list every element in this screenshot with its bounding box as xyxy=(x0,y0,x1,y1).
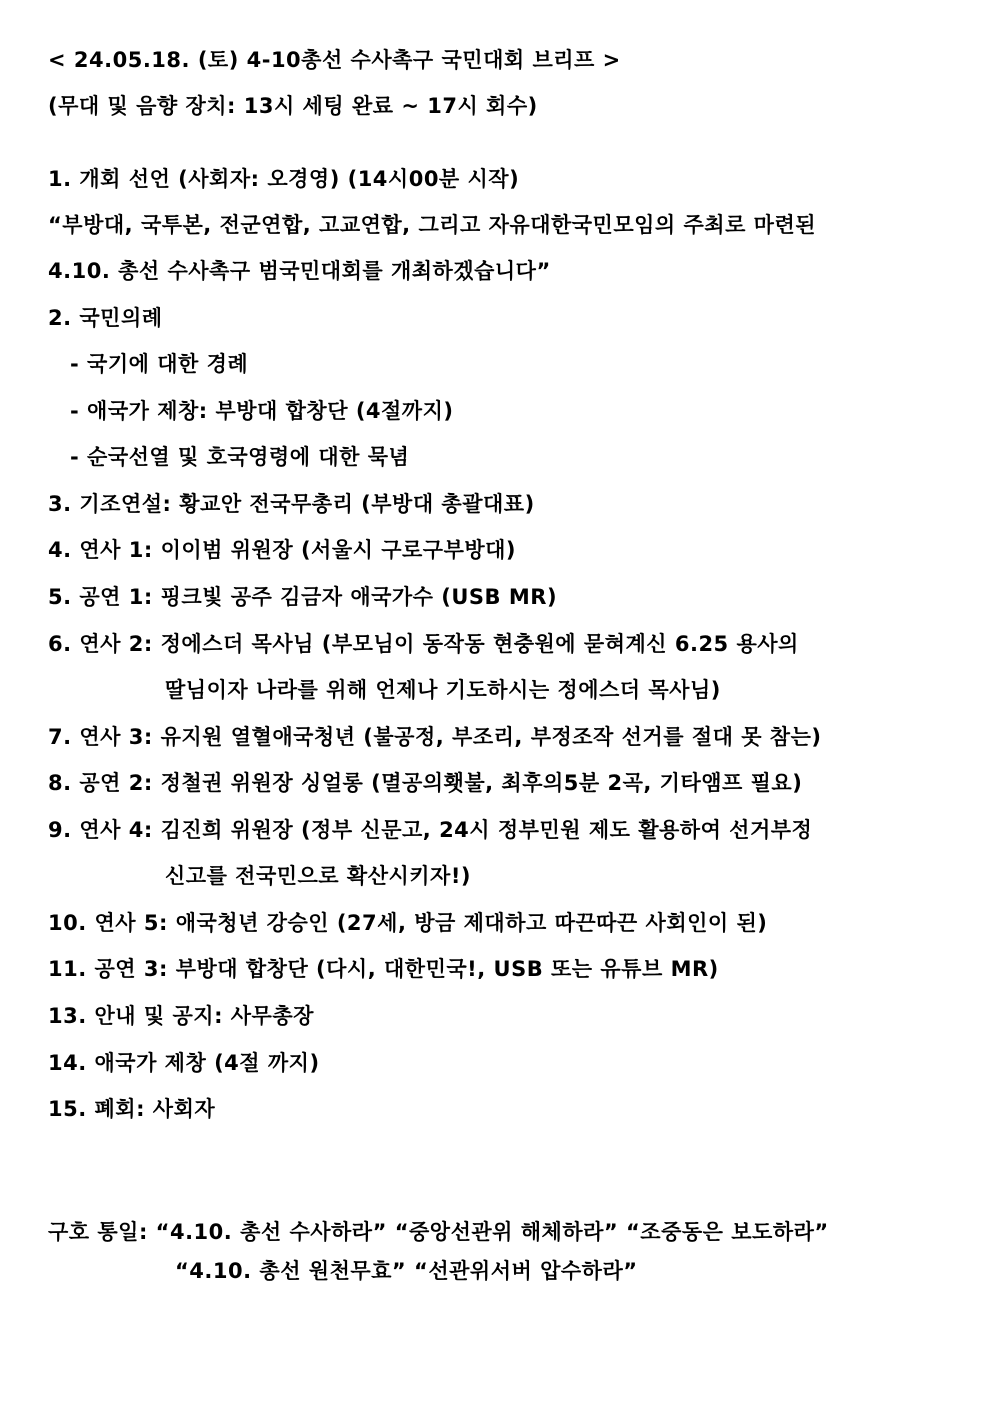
program-item: 15. 폐회: 사회자 xyxy=(48,1097,216,1121)
program-item: 2. 국민의례 xyxy=(48,306,163,330)
program-item: 4. 연사 1: 이이범 위원장 (서울시 구로구부방대) xyxy=(48,538,517,562)
program-item-continuation: 신고를 전국민으로 확산시키자!) xyxy=(165,864,472,888)
program-item: 5. 공연 1: 핑크빛 공주 김금자 애국가수 (USB MR) xyxy=(48,585,558,609)
brief-title: < 24.05.18. (토) 4-10총선 수사촉구 국민대회 브리프 > xyxy=(48,48,621,72)
program-item-continuation: 딸님이자 나라를 위해 언제나 기도하시는 정에스더 목사님) xyxy=(165,678,721,702)
program-item: 11. 공연 3: 부방대 합창단 (다시, 대한민국!, USB 또는 유튜브 MR) xyxy=(48,957,719,981)
program-subitem: - 국기에 대한 경례 xyxy=(70,352,249,376)
program-item: 3. 기조연설: 황교안 전국무총리 (부방대 총괄대표) xyxy=(48,492,535,516)
program-item: 14. 애국가 제창 (4절 까지) xyxy=(48,1051,320,1075)
program-item: 1. 개회 선언 (사회자: 오경영) (14시00분 시작) xyxy=(48,167,520,191)
program-item: 9. 연사 4: 김진희 위원장 (정부 신문고, 24시 정부민원 제도 활용하여 선거부정 xyxy=(48,818,813,842)
setup-note: (무대 및 음향 장치: 13시 세팅 완료 ~ 17시 회수) xyxy=(48,94,538,118)
program-item: 4.10. 총선 수사촉구 범국민대회를 개최하겠습니다” xyxy=(48,259,551,283)
program-item: 13. 안내 및 공지: 사무총장 xyxy=(48,1004,314,1028)
program-item: 7. 연사 3: 유지원 열혈애국청년 (불공정, 부조리, 부정조작 선거를 절대 못 참는) xyxy=(48,725,822,749)
program-item: 6. 연사 2: 정에스더 목사님 (부모님이 동작동 현충원에 묻혀계신 6.25 용사의 xyxy=(48,632,799,656)
slogan-line: 구호 통일: “4.10. 총선 수사하라” “중앙선관위 해체하라” “조중동은 보도하라” xyxy=(48,1220,829,1244)
program-item: “부방대, 국투본, 전군연합, 고교연합, 그리고 자유대한국민모임의 주최로 마련된 xyxy=(48,213,817,237)
program-subitem: - 순국선열 및 호국영령에 대한 묵념 xyxy=(70,445,410,469)
slogan-line: “4.10. 총선 원천무효” “선관위서버 압수하라” xyxy=(175,1259,638,1283)
program-subitem: - 애국가 제창: 부방대 합창단 (4절까지) xyxy=(70,399,454,423)
program-item: 10. 연사 5: 애국청년 강승인 (27세, 방금 제대하고 따끈따끈 사회인이 된) xyxy=(48,911,768,935)
program-item: 8. 공연 2: 정철권 위원장 싱얼롱 (멸공의횃불, 최후의5분 2곡, 기타앰프 필요) xyxy=(48,771,803,795)
